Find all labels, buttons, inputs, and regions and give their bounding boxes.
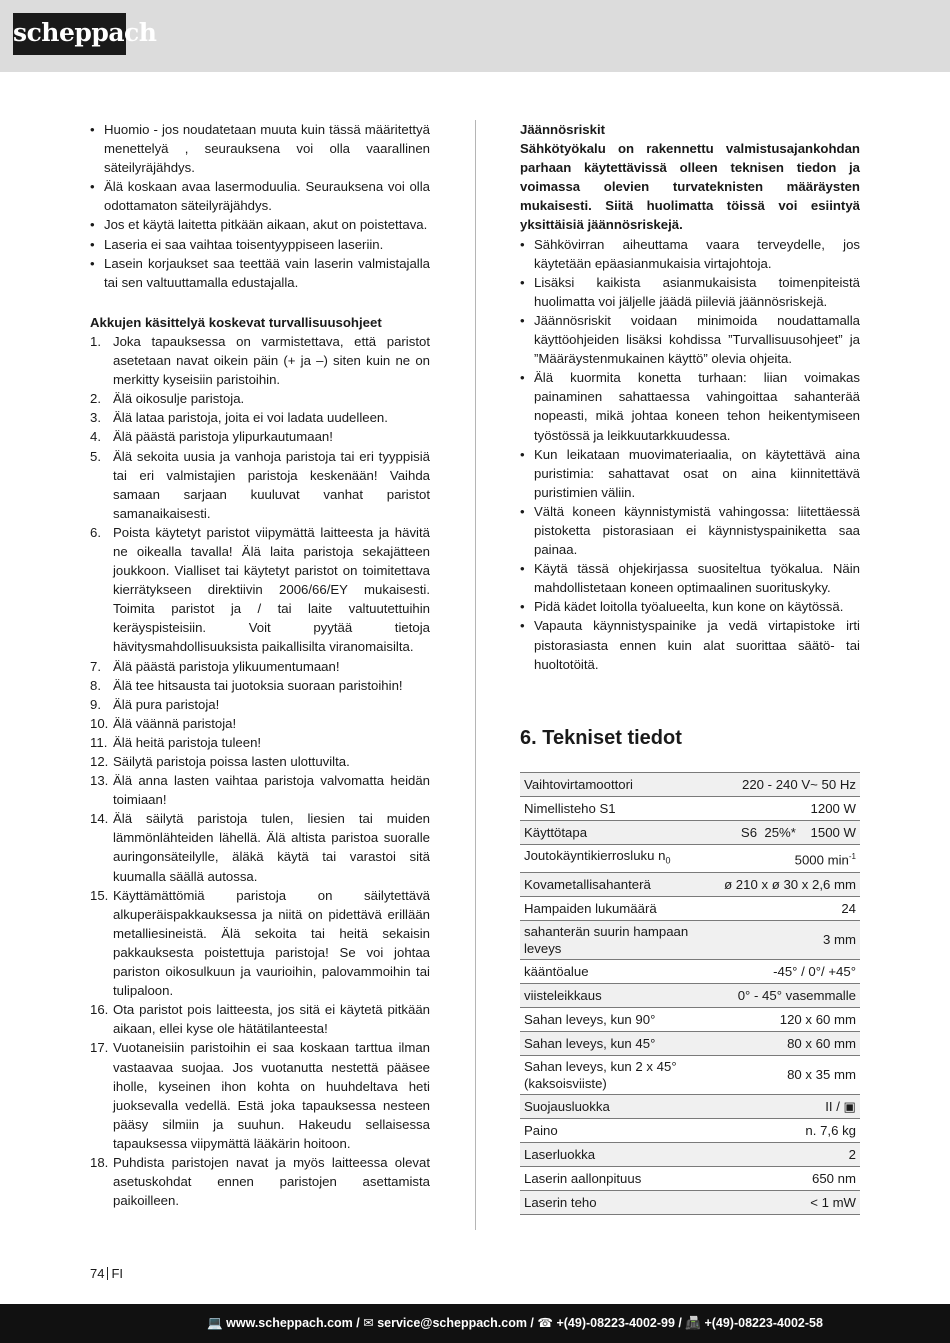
spec-value-text: ø 210 x ø 30 x 2,6 mm bbox=[724, 876, 856, 892]
computer-icon: 💻 bbox=[207, 1316, 223, 1330]
item-text: Säilytä paristoja poissa lasten ulottuvilta. bbox=[113, 754, 350, 769]
spec-value bbox=[720, 896, 860, 920]
footer-phone: +(49)-08223-4002-99 / bbox=[556, 1316, 682, 1330]
numbered-item bbox=[90, 1038, 430, 1153]
numbered-item bbox=[90, 676, 430, 695]
numbered-item bbox=[90, 733, 430, 752]
spec-value-text: 24 bbox=[841, 900, 856, 916]
right-column bbox=[520, 120, 860, 674]
list-item: • Huomio - jos noudatetaan muuta kuin tässä määritettyä menettelyä , seurauksena voi olla vaarallinen säteilyräjähdys. bbox=[90, 120, 430, 177]
battery-safety-list bbox=[90, 332, 430, 1210]
item-text: Käyttämättömiä paristoja on säilytettävä alkuperäispakkauksessa ja niitä on pidettävä erillään metalliesineistä. Älä sekoita tai heitä sekaisin pakkauksesta poistettuja paristoja! Se voi johtaa pariston oikosulkuun ja vaurioihin, palovammoihin tai tulipaloon. bbox=[113, 887, 430, 999]
spec-row bbox=[520, 896, 860, 920]
item-number: 7. bbox=[90, 658, 101, 674]
spec-row bbox=[520, 773, 860, 797]
spec-row bbox=[520, 1118, 860, 1142]
item-text: Älä lataa paristoja, joita ei voi ladata uudelleen. bbox=[113, 410, 388, 426]
spec-row bbox=[520, 1094, 860, 1118]
spec-label-text: Laserin aallonpituus bbox=[524, 1170, 642, 1186]
spec-label-text: Suojausluokka bbox=[524, 1098, 610, 1114]
spec-value-text: < 1 mW bbox=[810, 1194, 856, 1210]
spec-value bbox=[720, 1094, 860, 1118]
spec-label bbox=[520, 872, 720, 896]
item-number: 16. bbox=[90, 1002, 109, 1018]
spec-value bbox=[720, 1166, 860, 1190]
spec-value bbox=[720, 1142, 860, 1166]
list-item: • Älä kuormita konetta turhaan: liian voimakas painaminen sahattaessa vahingoittaa sahanterää nopeasti, mikä johtaa koneen tehon heikentymiseen työstössä ja leikkuutarkkuudessa. bbox=[520, 368, 860, 444]
spec-label bbox=[520, 773, 720, 797]
spec-value-text: -45° / 0°/ +45° bbox=[773, 963, 856, 979]
item-text: Älä säilytä paristoja tulen, liesien tai muiden lämmönlähteiden lähellä. Älä altista paristoa suoralle auringonsäteilylle, äläkä käytä tai varastoi sitä kuumalla säällä autossa. bbox=[113, 811, 430, 884]
spec-label bbox=[520, 1166, 720, 1190]
spec-label bbox=[520, 845, 720, 873]
numbered-item bbox=[90, 332, 430, 389]
spec-row bbox=[520, 1142, 860, 1166]
item-number: 18. bbox=[90, 1154, 109, 1170]
fax-icon: 📠 bbox=[685, 1316, 701, 1330]
item-text: Vuotaneisiin paristoihin ei saa koskaan tarttua ilman vastaavaa suojaa. Jos vuotanutta nestettä pääsee iholle, kyseinen ihon kohta on huuhdeltava heti juoksevalla vedellä. Estä joka tapauksessa nesteen pääsy silmiin ja suuhun. Hakeudu sellaisessa tapauksessa viipymättä lääkärin hoitoon. bbox=[113, 1040, 430, 1151]
spec-value-text: 2 bbox=[848, 1146, 856, 1162]
list-item: • Laseria ei saa vaihtaa toisentyyppiseen laseriin. bbox=[90, 235, 430, 254]
spec-label bbox=[520, 797, 720, 821]
item-text: Joka tapauksessa on varmistettava, että paristot asetetaan navat oikein päin (+ ja –) siten kuin ne on merkitty kyseisiin paristoihin. bbox=[113, 333, 430, 388]
spec-value bbox=[720, 773, 860, 797]
item-text: Ota paristot pois laitteesta, jos sitä ei käytetä pitkään aikaan, ellei kyse ole hätätilanteesta! bbox=[113, 1002, 430, 1037]
spec-value bbox=[720, 959, 860, 983]
item-text: Älä heitä paristoja tuleen! bbox=[113, 734, 262, 750]
spec-label bbox=[520, 896, 720, 920]
residual-risks-heading: Jäännösriskit bbox=[520, 122, 606, 137]
spec-value bbox=[720, 1007, 860, 1031]
spec-value-text: 220 - 240 V~ 50 Hz bbox=[742, 777, 856, 792]
numbered-item bbox=[90, 408, 430, 427]
item-number: 10. bbox=[90, 715, 109, 731]
spec-label bbox=[520, 920, 720, 959]
spec-value-text: 80 x 60 mm bbox=[787, 1035, 856, 1051]
footer-website[interactable]: www.scheppach.com / bbox=[226, 1316, 360, 1330]
spec-value-text: n. 7,6 kg bbox=[805, 1122, 856, 1138]
spec-row bbox=[520, 1031, 860, 1055]
footer-fax: +(49)-08223-4002-58 bbox=[704, 1316, 823, 1330]
spec-label-text: Laserin teho bbox=[524, 1194, 597, 1210]
spec-row bbox=[520, 821, 860, 845]
spec-value-text: S6 25%* 1500 W bbox=[740, 825, 856, 840]
spec-value bbox=[720, 1190, 860, 1214]
list-item: • Vältä koneen käynnistymistä vahingossa: liitettäessä pistoketta pistorasiaan ei käynnistyspainiketta saa painaa. bbox=[520, 502, 860, 559]
spec-value bbox=[720, 845, 860, 873]
spec-label-text: Laserluokka bbox=[524, 1146, 596, 1162]
page-footer bbox=[0, 1304, 950, 1343]
item-number: 5. bbox=[90, 448, 101, 464]
numbered-item bbox=[90, 389, 430, 408]
spec-label-text: Paino bbox=[524, 1122, 558, 1138]
spec-value-text: 1200 W bbox=[810, 801, 856, 816]
list-item: • Älä koskaan avaa lasermoduulia. Seurauksena voi olla odottamaton säteilyräjähdys. bbox=[90, 177, 430, 215]
scheppach-logo: scheppach bbox=[13, 13, 126, 55]
item-text: Poista käytetyt paristot viipymättä laitteesta ja hävitä ne oikealla tavalla! Älä laita paristoja sekajätteen joukkoon. Vialliset tai käytetyt paristot on toimitettava kierrätykseen direktiivin 2006/66/EY mukaisesti. Toimita paristot ja / tai laite valtuutettuihin keräyspisteisiin. Voit pyytää tietoja hävitysmahdollisuuksista paikallisilta viranomaisilta. bbox=[113, 524, 430, 655]
numbered-item bbox=[90, 886, 430, 1001]
spec-value bbox=[720, 983, 860, 1007]
numbered-item bbox=[90, 714, 430, 733]
spec-row bbox=[520, 1190, 860, 1214]
spec-label bbox=[520, 821, 720, 845]
column-divider bbox=[475, 120, 476, 1230]
item-number: 13. bbox=[90, 773, 109, 789]
item-number: 12. bbox=[90, 754, 109, 769]
item-number: 9. bbox=[90, 696, 101, 712]
list-item: • Pidä kädet loitolla työalueelta, kun kone on käytössä. bbox=[520, 597, 860, 616]
spec-label-text: Kovametallisahanterä bbox=[524, 876, 651, 892]
item-text: Älä päästä paristoja ylikuumentumaan! bbox=[113, 658, 340, 674]
spec-row bbox=[520, 920, 860, 959]
item-text: Puhdista paristojen navat ja myös laitteessa olevat asetuskohdat ennen paristojen asettamista paikoilleen. bbox=[113, 1154, 430, 1209]
spec-value-text: 5000 min bbox=[794, 852, 849, 868]
spec-label bbox=[520, 1055, 720, 1094]
spec-value bbox=[720, 920, 860, 959]
spec-value bbox=[720, 821, 860, 845]
spec-label-text: Käyttötapa bbox=[524, 825, 588, 840]
item-number: 17. bbox=[90, 1040, 109, 1056]
page-header bbox=[0, 0, 950, 72]
spec-label bbox=[520, 1118, 720, 1142]
chapter-heading-technical-data: 6. Tekniset tiedot bbox=[520, 727, 682, 749]
list-item: • Sähkövirran aiheuttama vaara terveydelle, jos käytetään epäasianmukaisia virtajohtoja. bbox=[520, 235, 860, 273]
page-language: FI bbox=[111, 1266, 124, 1281]
item-number: 15. bbox=[90, 887, 109, 903]
numbered-item bbox=[90, 657, 430, 676]
spec-label-text: kääntöalue bbox=[524, 963, 589, 979]
spec-row bbox=[520, 1166, 860, 1190]
spec-value-text: 0° - 45° vasemmalle bbox=[737, 987, 856, 1003]
spec-label bbox=[520, 1007, 720, 1031]
spec-value-text: 3 mm bbox=[823, 932, 856, 948]
numbered-item bbox=[90, 1153, 430, 1210]
item-number: 2. bbox=[90, 391, 101, 407]
battery-safety-heading: Akkujen käsittelyä koskevat turvallisuusohjeet bbox=[90, 314, 382, 330]
spec-value-text: 120 x 60 mm bbox=[779, 1011, 856, 1027]
spec-value bbox=[720, 1118, 860, 1142]
numbered-item bbox=[90, 523, 430, 657]
item-number: 1. bbox=[90, 333, 101, 349]
spec-label-text: Sahan leveys, kun 2 x 45° (kaksoisviiste) bbox=[524, 1058, 677, 1091]
list-item: • Lasein korjaukset saa teettää vain laserin valmistajalla tai sen valtuuttamalla edustajalla. bbox=[90, 254, 430, 292]
mail-icon: ✉ bbox=[363, 1316, 374, 1330]
spec-value bbox=[720, 872, 860, 896]
item-number: 8. bbox=[90, 677, 101, 693]
numbered-item bbox=[90, 427, 430, 446]
page-number-value: 74 bbox=[90, 1266, 105, 1281]
item-text: Älä sekoita uusia ja vanhoja paristoja tai eri tyyppisiä tai eri valmistajien paristoja keskenään! Vaihda samaan sarjaan kuuluvat vanhat paristot samanaikaisesti. bbox=[113, 448, 430, 521]
spec-value bbox=[720, 1055, 860, 1094]
page-number bbox=[90, 1266, 123, 1281]
numbered-item bbox=[90, 695, 430, 714]
item-number: 3. bbox=[90, 410, 101, 426]
list-item: • Vapauta käynnistyspainike ja vedä virtapistoke irti pistorasiasta ennen kuin alat suorittaa säätö- tai huoltotöitä. bbox=[520, 616, 860, 673]
list-item: • Lisäksi kaikista asianmukaisista toimenpiteistä huolimatta voi jäljelle jäädä piileviä jäännösriskejä. bbox=[520, 273, 860, 311]
spec-value-text: 650 nm bbox=[812, 1170, 856, 1186]
spec-label-text: Nimellisteho S1 bbox=[524, 801, 616, 816]
spec-value bbox=[720, 797, 860, 821]
spec-row bbox=[520, 797, 860, 821]
phone-icon: ☎ bbox=[537, 1316, 553, 1330]
item-text: Älä pura paristoja! bbox=[113, 696, 220, 712]
spec-label bbox=[520, 1142, 720, 1166]
spec-label bbox=[520, 1031, 720, 1055]
page-number-separator bbox=[107, 1267, 108, 1280]
spec-label bbox=[520, 959, 720, 983]
list-item: • Kun leikataan muovimateriaalia, on käytettävä aina puristimia: sahattavat osat on aina kiinnitettävä puristimien väliin. bbox=[520, 445, 860, 502]
spec-row bbox=[520, 959, 860, 983]
item-number: 4. bbox=[90, 429, 101, 445]
spec-label bbox=[520, 983, 720, 1007]
residual-risks-list bbox=[520, 235, 860, 674]
numbered-item bbox=[90, 771, 430, 809]
item-text: Älä oikosulje paristoja. bbox=[113, 391, 245, 407]
spec-row bbox=[520, 983, 860, 1007]
footer-email[interactable]: service@scheppach.com / bbox=[377, 1316, 534, 1330]
spec-label-text: Vaihtovirtamoottori bbox=[524, 777, 633, 792]
list-item: • Käytä tässä ohjekirjassa suositeltua työkalua. Näin mahdollistetaan koneen optimaalinen suorituskyky. bbox=[520, 559, 860, 597]
technical-data-table bbox=[520, 772, 860, 1215]
item-number: 14. bbox=[90, 811, 109, 827]
numbered-item bbox=[90, 447, 430, 523]
spec-label-text: Sahan leveys, kun 45° bbox=[524, 1035, 656, 1051]
numbered-item bbox=[90, 1000, 430, 1038]
item-text: Älä anna lasten vaihtaa paristoja valvomatta heidän toimiaan! bbox=[113, 773, 430, 808]
spec-label-text: Sahan leveys, kun 90° bbox=[524, 1011, 656, 1027]
numbered-item bbox=[90, 752, 430, 771]
numbered-item bbox=[90, 809, 430, 885]
left-column bbox=[90, 120, 430, 1210]
spec-label-text: sahanterän suurin hampaan leveys bbox=[524, 923, 689, 956]
item-number: 6. bbox=[90, 524, 101, 540]
item-text: Älä väännä paristoja! bbox=[113, 715, 237, 731]
spec-value bbox=[720, 1031, 860, 1055]
spec-row bbox=[520, 845, 860, 873]
spec-label-text: viisteleikkaus bbox=[524, 987, 602, 1003]
spec-row bbox=[520, 1055, 860, 1094]
spec-row bbox=[520, 1007, 860, 1031]
spec-label bbox=[520, 1190, 720, 1214]
item-text: Älä tee hitsausta tai juotoksia suoraan paristoihin! bbox=[113, 677, 403, 693]
spec-value-superscript: -1 bbox=[848, 852, 856, 862]
spec-label-subscript: 0 bbox=[665, 855, 671, 866]
spec-label-text: Joutokäyntikierrosluku n bbox=[524, 848, 666, 863]
list-item: • Jos et käytä laitetta pitkään aikaan, akut on poistettava. bbox=[90, 215, 430, 234]
list-item: • Jäännösriskit voidaan minimoida noudattamalla käyttöohjeiden lisäksi kohdissa ”Turvallisuusohjeet” ja ”Määräystenmukainen käyttö” olevia ohjeita. bbox=[520, 311, 860, 368]
item-text: Älä päästä paristoja ylipurkautumaan! bbox=[113, 429, 333, 445]
residual-risks-intro: Sähkötyökalu on rakennettu valmistusajankohdan parhaan käytettävissä olleen teknisen tiedon ja voimassa olevien turvateknisten määräysten mukaisesti. Siitä huolimatta töissä voi esiintyä yksittäisiä jäännösriskejä. bbox=[520, 141, 860, 233]
spec-value-text: II / ▣ bbox=[825, 1098, 856, 1114]
spec-row bbox=[520, 872, 860, 896]
laser-safety-list bbox=[90, 120, 430, 292]
item-number: 11. bbox=[90, 734, 108, 750]
spec-label-text: Hampaiden lukumäärä bbox=[524, 900, 657, 916]
spec-value-text: 80 x 35 mm bbox=[787, 1067, 856, 1083]
spec-label bbox=[520, 1094, 720, 1118]
